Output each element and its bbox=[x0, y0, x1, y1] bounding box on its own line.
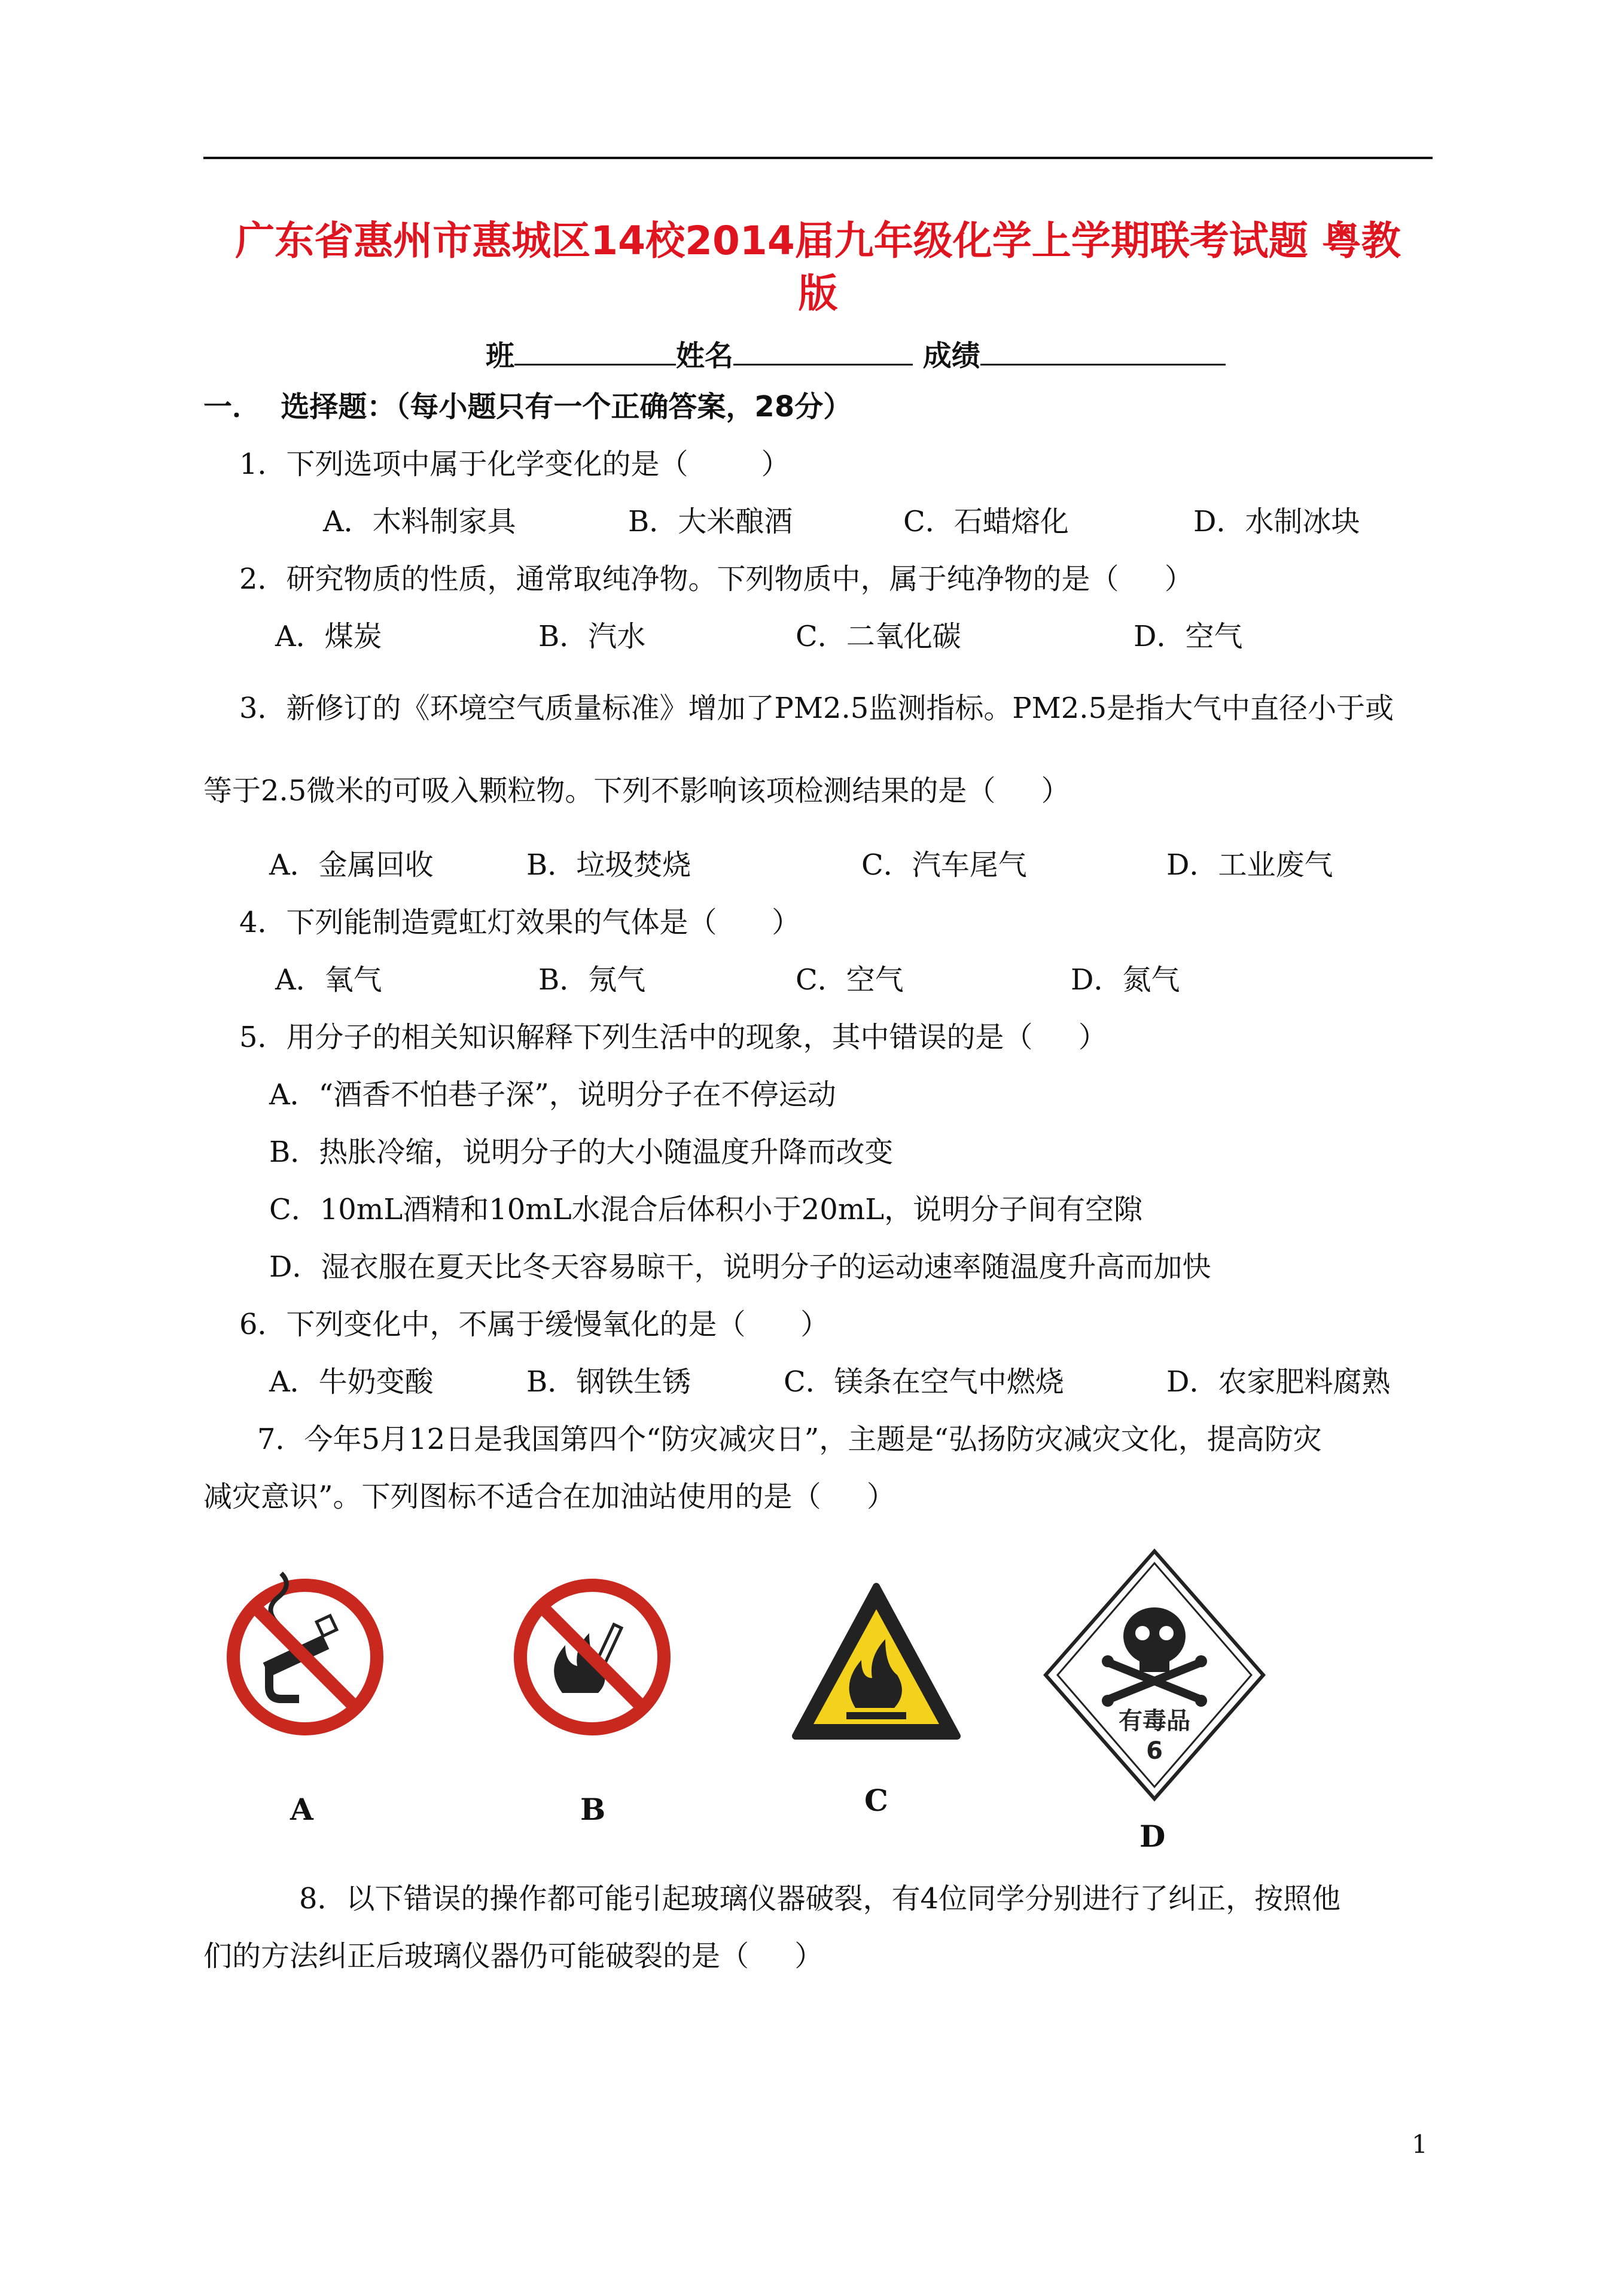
sign-c-label: C bbox=[864, 1783, 888, 1818]
score-blank bbox=[980, 336, 1226, 366]
q2-stem: 2．研究物质的性质，通常取纯净物。下列物质中，属于纯净物的是（ ） bbox=[239, 562, 1193, 596]
q3-stem-cont: 等于2.5微米的可吸入颗粒物。下列不影响该项检测结果的是（ ） bbox=[203, 774, 1070, 808]
top-rule bbox=[203, 157, 1433, 159]
q5-stem: 5．用分子的相关知识解释下列生活中的现象，其中错误的是（ ） bbox=[239, 1021, 1107, 1054]
q4-option-a: A．氧气 bbox=[275, 963, 382, 997]
q3-option-a: A．金属回收 bbox=[269, 848, 434, 882]
q6-option-d: D．农家肥料腐熟 bbox=[1166, 1365, 1391, 1399]
q5-option-a: A．“酒香不怕巷子深”，说明分子在不停运动 bbox=[269, 1078, 836, 1111]
q7-stem-cont: 减灾意识”。下列图标不适合在加油站使用的是（ ） bbox=[203, 1480, 895, 1513]
q5-option-c: C．10mL酒精和10mL水混合后体积小于20mL，说明分子间有空隙 bbox=[269, 1193, 1143, 1226]
name-label: 姓名 bbox=[676, 339, 734, 373]
sign-d-label: D bbox=[1139, 1819, 1166, 1854]
q5-option-d: D．湿衣服在夏天比冬天容易晾干，说明分子的运动速率随温度升高而加快 bbox=[269, 1250, 1211, 1284]
q6-option-b: B．钢铁生锈 bbox=[526, 1365, 691, 1399]
class-blank bbox=[514, 336, 676, 366]
toxic-sign-number: 6 bbox=[1146, 1737, 1163, 1765]
q1-option-a: A．木料制家具 bbox=[323, 505, 516, 538]
q6-stem: 6．下列变化中，不属于缓慢氧化的是（ ） bbox=[239, 1308, 830, 1341]
q2-option-a: A．煤炭 bbox=[275, 620, 382, 653]
header-fields bbox=[486, 336, 1226, 373]
toxic-substance-sign bbox=[1041, 1546, 1268, 1804]
q1-stem: 1．下列选项中属于化学变化的是（ ） bbox=[239, 447, 790, 481]
no-smoking-sign bbox=[221, 1567, 389, 1747]
q3-option-b: B．垃圾焚烧 bbox=[526, 848, 691, 882]
q2-option-b: B．汽水 bbox=[538, 620, 646, 653]
q8-stem-cont: 们的方法纠正后玻璃仪器仍可能破裂的是（ ） bbox=[203, 1939, 824, 1973]
page-number: 1 bbox=[1412, 2130, 1428, 2159]
q8-stem: 8．以下错误的操作都可能引起玻璃仪器破裂，有4位同学分别进行了纠正，按照他 bbox=[299, 1882, 1341, 1915]
page-title-line2: 版 bbox=[798, 270, 838, 316]
page-title-line1: 广东省惠州市惠城区14校2014届九年级化学上学期联考试题 粤教 bbox=[235, 218, 1401, 264]
q2-option-d: D．空气 bbox=[1134, 620, 1243, 653]
q6-option-c: C．镁条在空气中燃烧 bbox=[784, 1365, 1064, 1399]
sign-a-label: A bbox=[290, 1792, 313, 1827]
name-blank bbox=[733, 336, 913, 366]
q1-option-c: C．石蜡熔化 bbox=[903, 505, 1069, 538]
q4-option-b: B．氖气 bbox=[538, 963, 646, 997]
q4-option-d: D．氮气 bbox=[1071, 963, 1180, 997]
q6-option-a: A．牛奶变酸 bbox=[269, 1365, 434, 1399]
q3-option-d: D．工业废气 bbox=[1166, 848, 1333, 882]
flammable-warning-sign bbox=[790, 1579, 963, 1747]
score-label: 成绩 bbox=[922, 339, 980, 373]
no-open-flame-sign bbox=[508, 1567, 676, 1747]
q1-option-b: B．大米酿酒 bbox=[628, 505, 793, 538]
q5-option-b: B．热胀冷缩，说明分子的大小随温度升降而改变 bbox=[269, 1135, 894, 1169]
q3-stem: 3．新修订的《环境空气质量标准》增加了PM2.5监测指标。PM2.5是指大气中直径小于或 bbox=[239, 692, 1394, 725]
q3-option-c: C．汽车尾气 bbox=[861, 848, 1027, 882]
sign-b-label: B bbox=[580, 1792, 606, 1827]
q4-option-c: C．空气 bbox=[796, 963, 904, 997]
q2-option-c: C．二氧化碳 bbox=[796, 620, 961, 653]
q4-stem: 4．下列能制造霓虹灯效果的气体是（ ） bbox=[239, 906, 801, 939]
q1-option-d: D．水制冰块 bbox=[1193, 505, 1360, 538]
toxic-sign-text: 有毒品 bbox=[1119, 1707, 1190, 1735]
q7-stem: 7．今年5月12日是我国第四个“防灾减灾日”，主题是“弘扬防灾减灾文化，提高防灾 bbox=[257, 1423, 1322, 1456]
section1-heading: 一． 选择题：（每小题只有一个正确答案，28分） bbox=[203, 390, 852, 424]
class-label: 班 bbox=[486, 339, 515, 373]
